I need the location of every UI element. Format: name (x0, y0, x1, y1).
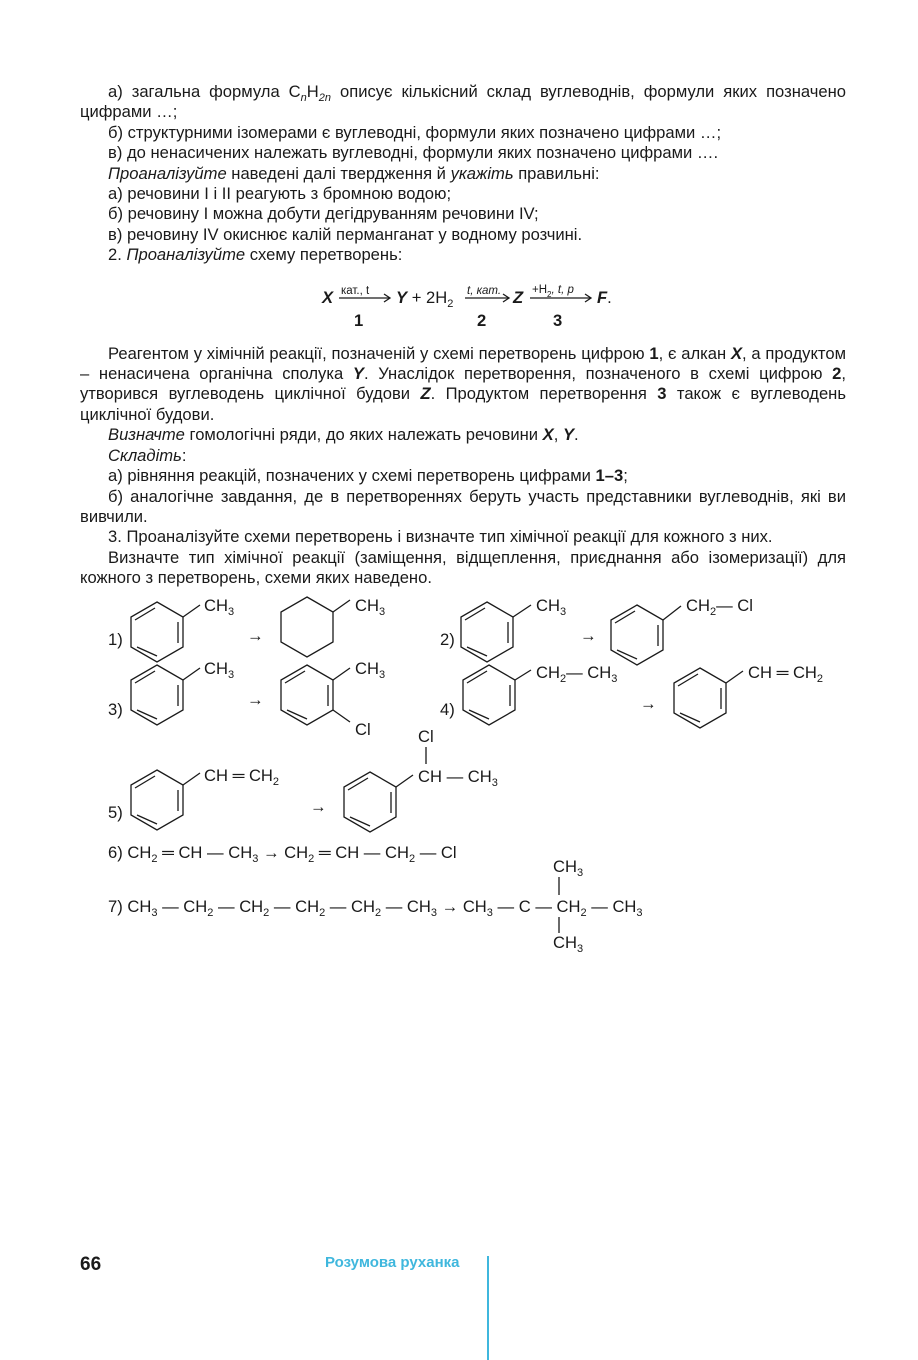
methyl-label: $CH_3$ (204, 596, 235, 618)
footer-divider (487, 1256, 489, 1360)
reaction-arrow: → (580, 626, 597, 645)
task-3-instruction: Визначте тип хімічної реакції (заміщення, відщеплення, приєднання або ізомеризації) для кожного з перетворень, схеми яких наведено. (80, 547, 846, 588)
scheme-num-3: 3 (553, 311, 563, 330)
define-series: Визначте гомологічні ряди, до яких належать речовини X, Y. (108, 425, 579, 445)
page-number: 66 (80, 1254, 102, 1275)
methyl-label: $CH_3$ (536, 596, 567, 618)
reaction-7: 7) $CH_3$ — $CH_2$ — $CH_2$ — $CH_2$ — $CH_2$ — $CH_3 \to CH_3$ — C — $CH_2$ — $CH_3$ (108, 897, 643, 919)
chloro-label: Cl (355, 720, 371, 739)
reaction-label-5: 5) (108, 803, 123, 822)
chloroethyl-label: CH — $CH_3$ (418, 767, 498, 789)
reaction-label-1: 1) (108, 630, 123, 649)
vinyl-label: CH ═ $CH_2$ (748, 663, 824, 685)
benzene-ring (281, 665, 333, 725)
benzene-ring (461, 602, 513, 662)
scheme-cond-1: кат., t (341, 285, 370, 297)
scheme-num-1: 1 (354, 311, 364, 330)
branch-methyl-top: $CH_3$ (553, 857, 584, 879)
benzene-ring (131, 770, 183, 830)
reaction-arrow: → (640, 694, 657, 713)
task-3-heading: 3. Проаналізуйте схеми перетворень і визначте тип хімічної реакції для кожного з них. (108, 527, 773, 547)
task-2-heading: 2. Проаналізуйте схему перетворень: (108, 245, 403, 265)
reaction-6: 6) $CH_2$ ═ CH — $CH_3 \to CH_2$ ═ CH — $CH_2$ — Cl (108, 843, 457, 865)
benzene-ring (611, 605, 663, 665)
branch-methyl-bottom: $CH_3$ (553, 933, 584, 955)
scheme-x: X (322, 288, 334, 307)
methyl-label: $CH_3$ (355, 596, 386, 618)
stmt-a2: а) речовини I і II реагують з бромною водою; (108, 184, 452, 204)
ethyl-label: $CH_2—$ $CH_3$ (536, 663, 618, 685)
stmt-b1: б) структурними ізомерами є вуглеводні, формули яких позначено цифрами …; (108, 122, 722, 142)
reaction-label-2: 2) (440, 630, 455, 649)
benzene-ring (674, 668, 726, 728)
scheme-f: F. (597, 288, 612, 307)
reaction-label-4: 4) (440, 700, 455, 719)
scheme-z: Z (513, 288, 524, 307)
reaction-arrow: → (247, 626, 264, 645)
scheme-y: $Y + 2H_2$ (396, 288, 454, 310)
benzene-ring (463, 665, 515, 725)
reaction-arrow: → (310, 797, 327, 816)
chloro-label: Cl (418, 727, 434, 746)
stmt-c1: в) до ненасичених належать вуглеводні, формули яких позначено цифрами …. (108, 143, 719, 163)
compose-heading: Складіть: (108, 445, 187, 465)
vinyl-label: CH ═ $CH_2$ (204, 766, 280, 788)
compose-a: а) рівняння реакцій, позначених у схемі перетворень цифрами 1–3; (108, 466, 628, 486)
methyl-label: $CH_3$ (355, 659, 386, 681)
stmt-c2: в) речовину IV окиснює калій перманганат у водному розчині. (108, 224, 583, 244)
scheme-cond-3: $+H_2$, t, p (532, 284, 574, 299)
benzene-ring (131, 602, 183, 662)
reaction-arrow: → (247, 690, 264, 709)
analyze-line: Проаналізуйте наведені далі твердження й укажіть правильні: (108, 163, 600, 183)
scheme-cond-2: t, кат. (467, 285, 502, 297)
benzene-ring (344, 772, 396, 832)
section-title: Розумова руханка (325, 1254, 460, 1271)
scheme-description: Реагентом у хімічній реакції, позначеній у схемі перетворень цифрою 1, є алкан X, а продуктом – ненасичена органічна сполука Y. Унаслідок перетворення, позначеного в схемі цифрою 2, утворився вуглеводень циклічної будови Z. Продуктом перетворення 3 також є вуглеводень циклічної будови. (80, 343, 846, 424)
chloromethyl-label: $CH_2—$ Cl (686, 596, 753, 618)
methyl-label: $CH_3$ (204, 659, 235, 681)
benzene-ring (131, 665, 183, 725)
cyclohexane-ring (281, 597, 333, 657)
compose-b: б) аналогічне завдання, де в перетвореннях беруть участь представники вуглеводнів, які ви вивчили. (80, 486, 846, 526)
reaction-label-3: 3) (108, 700, 123, 719)
stmt-a1: а) загальна формула $C_nH_{2n}$ описує кількісний склад вуглеводнів, формули яких позначено цифрами …; (80, 82, 846, 122)
stmt-b2: б) речовину I можна добути дегідруванням речовини IV; (108, 204, 539, 224)
scheme-num-2: 2 (477, 311, 487, 330)
